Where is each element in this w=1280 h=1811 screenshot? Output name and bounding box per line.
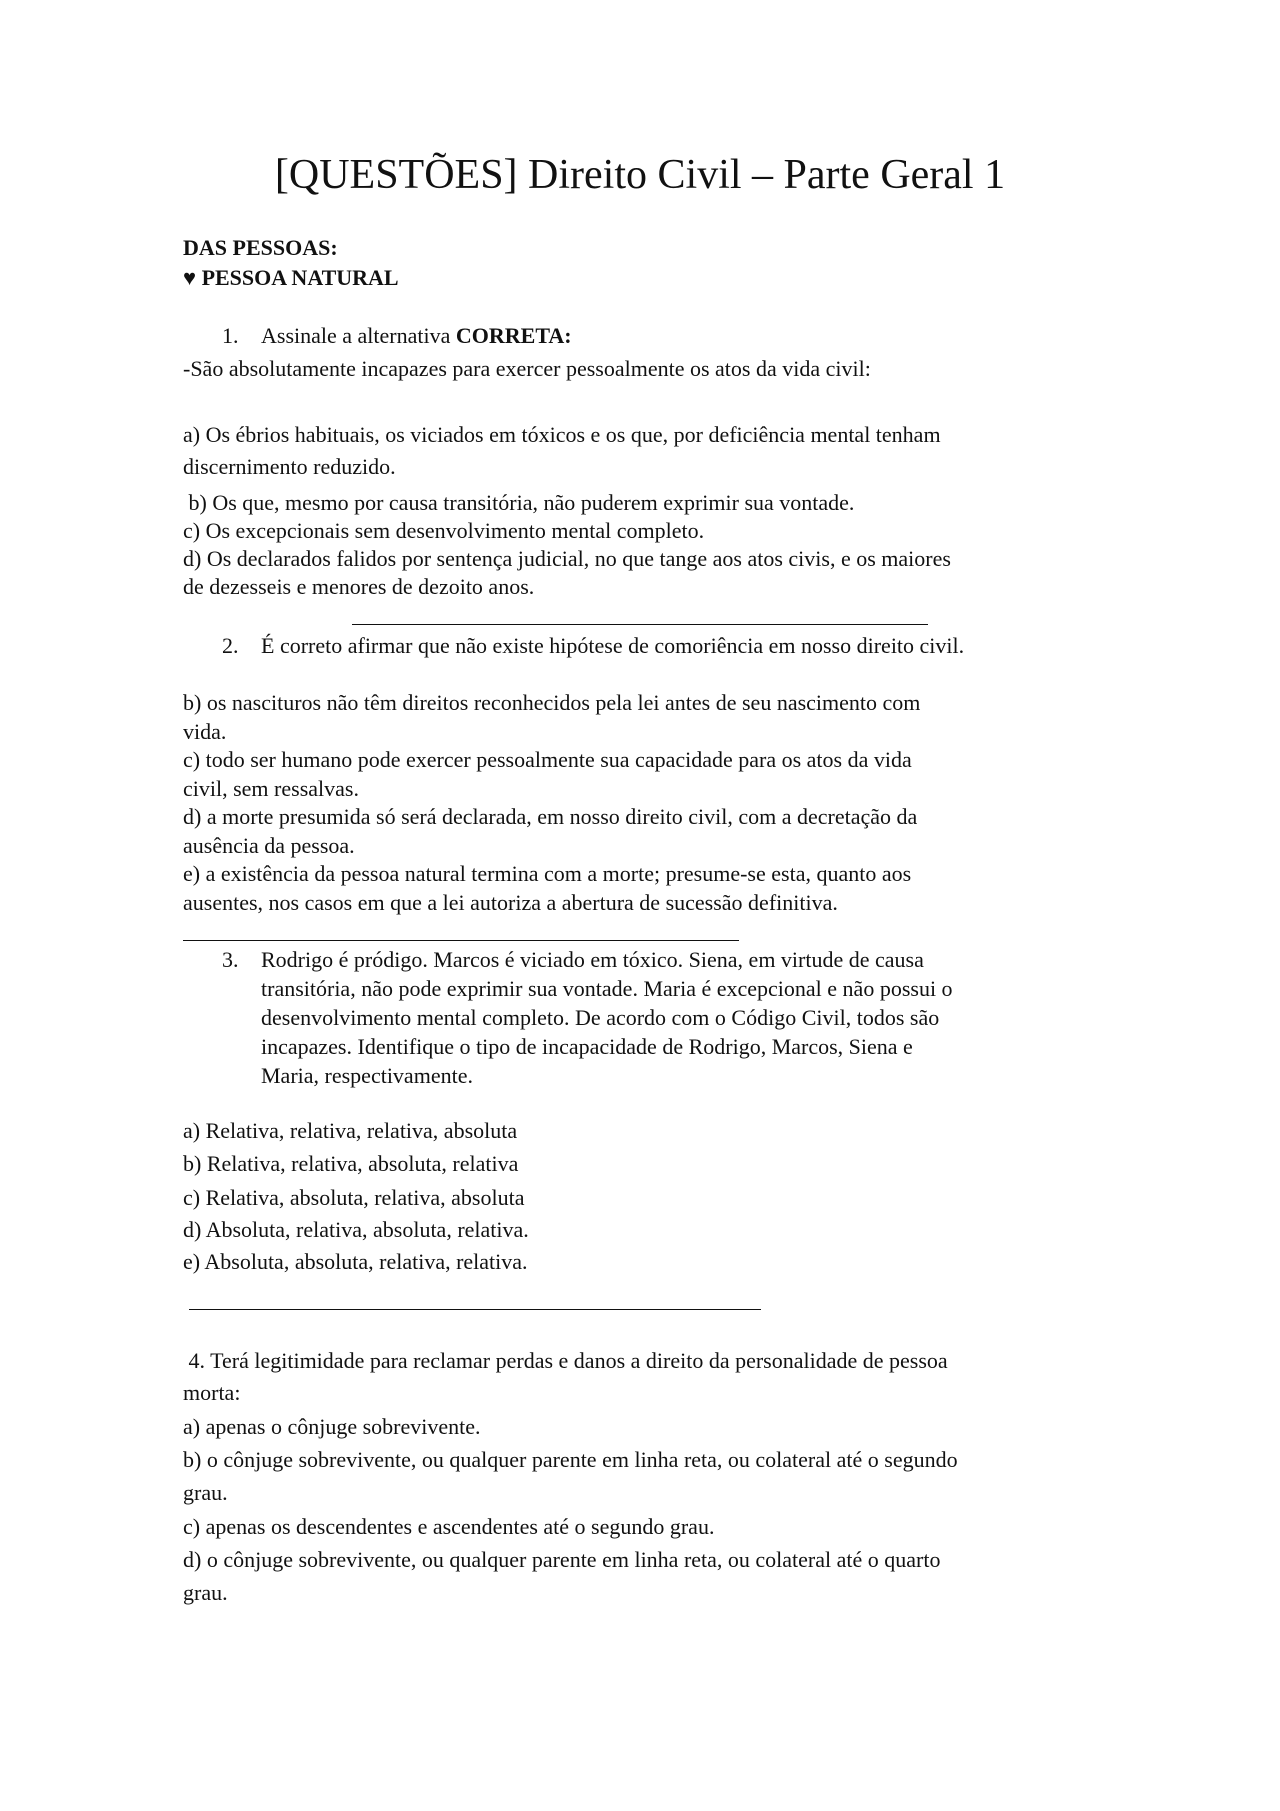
- q1-statement: -São absolutamente incapazes para exercer pessoalmente os atos da vida civil:: [183, 356, 871, 381]
- q4-option-b-line1: b) o cônjuge sobrevivente, ou qualquer parente em linha reta, ou colateral até o segundo: [183, 1447, 958, 1472]
- q3-prompt-line4: incapazes. Identifique o tipo de incapacidade de Rodrigo, Marcos, Siena e: [261, 1034, 913, 1059]
- q1-option-d-line2: de dezesseis e menores de dezoito anos.: [183, 574, 535, 599]
- q2-option-c-line2: civil, sem ressalvas.: [183, 776, 359, 801]
- q2-option-d-line1: d) a morte presumida só será declarada, em nosso direito civil, com a decretação da: [183, 804, 918, 829]
- q3-option-b: b) Relativa, relativa, absoluta, relativa: [183, 1151, 519, 1176]
- q1-prompt-bold: CORRETA:: [455, 323, 572, 348]
- q1-prompt: [261, 321, 572, 350]
- q2-number: 2.: [222, 633, 239, 658]
- q4-option-d-line2: grau.: [183, 1580, 228, 1605]
- q3-option-a: a) Relativa, relativa, relativa, absoluta: [183, 1118, 518, 1143]
- q1-option-c: c) Os excepcionais sem desenvolvimento mental completo.: [183, 518, 705, 543]
- q1-number: 1.: [222, 323, 239, 348]
- q4-prompt-line2: morta:: [183, 1380, 241, 1405]
- q4-option-a: a) apenas o cônjuge sobrevivente.: [183, 1414, 481, 1439]
- q3-prompt-line3: desenvolvimento mental completo. De acordo com o Código Civil, todos são: [261, 1005, 940, 1030]
- q1-option-b: b) Os que, mesmo por causa transitória, não puderem exprimir sua vontade.: [183, 490, 855, 515]
- q2-prompt: É correto afirmar que não existe hipótese de comoriência em nosso direito civil.: [261, 633, 965, 658]
- page-title: [QUESTÕES] Direito Civil – Parte Geral 1: [274, 152, 1006, 198]
- q3-prompt-line2: transitória, não pode exprimir sua vontade. Maria é excepcional e não possui o: [261, 976, 953, 1001]
- q4-option-d-line1: d) o cônjuge sobrevivente, ou qualquer parente em linha reta, ou colateral até o quarto: [183, 1547, 941, 1572]
- q1-option-d-line1: d) Os declarados falidos por sentença judicial, no que tange aos atos civis, e os maiores: [183, 546, 951, 571]
- q3-option-c: c) Relativa, absoluta, relativa, absoluta: [183, 1185, 525, 1210]
- q2-option-e-line2: ausentes, nos casos em que a lei autoriza a abertura de sucessão definitiva.: [183, 890, 838, 915]
- q2-option-b-line2: vida.: [183, 719, 227, 744]
- q3-prompt-line1: Rodrigo é pródigo. Marcos é viciado em tóxico. Siena, em virtude de causa: [261, 947, 924, 972]
- section-heading: DAS PESSOAS:: [183, 235, 338, 260]
- q4-option-c: c) apenas os descendentes e ascendentes até o segundo grau.: [183, 1514, 715, 1539]
- q1-option-a-line1: a) Os ébrios habituais, os viciados em tóxicos e os que, por deficiência mental tenham: [183, 422, 941, 447]
- q2-option-c-line1: c) todo ser humano pode exercer pessoalmente sua capacidade para os atos da vida: [183, 747, 912, 772]
- q2-option-e-line1: e) a existência da pessoa natural termina com a morte; presume-se esta, quanto aos: [183, 861, 912, 886]
- q4-option-b-line2: grau.: [183, 1480, 228, 1505]
- q3-prompt-line5: Maria, respectivamente.: [261, 1063, 473, 1088]
- separator-line: [189, 1309, 761, 1310]
- q3-number: 3.: [222, 947, 239, 972]
- q2-option-d-line2: ausência da pessoa.: [183, 833, 355, 858]
- section-subheading: ♥ PESSOA NATURAL: [183, 265, 399, 290]
- q2-option-b-line1: b) os nascituros não têm direitos reconhecidos pela lei antes de seu nascimento com: [183, 690, 921, 715]
- q1-prompt-text: Assinale a alternativa: [261, 323, 456, 348]
- separator-line: [352, 624, 928, 625]
- q1-option-a-line2: discernimento reduzido.: [183, 454, 396, 479]
- q3-option-d: d) Absoluta, relativa, absoluta, relativa.: [183, 1217, 529, 1242]
- q4-prompt-line1: 4. Terá legitimidade para reclamar perdas e danos a direito da personalidade de pessoa: [183, 1348, 948, 1373]
- q3-option-e: e) Absoluta, absoluta, relativa, relativa.: [183, 1249, 528, 1274]
- separator-line: [183, 940, 739, 941]
